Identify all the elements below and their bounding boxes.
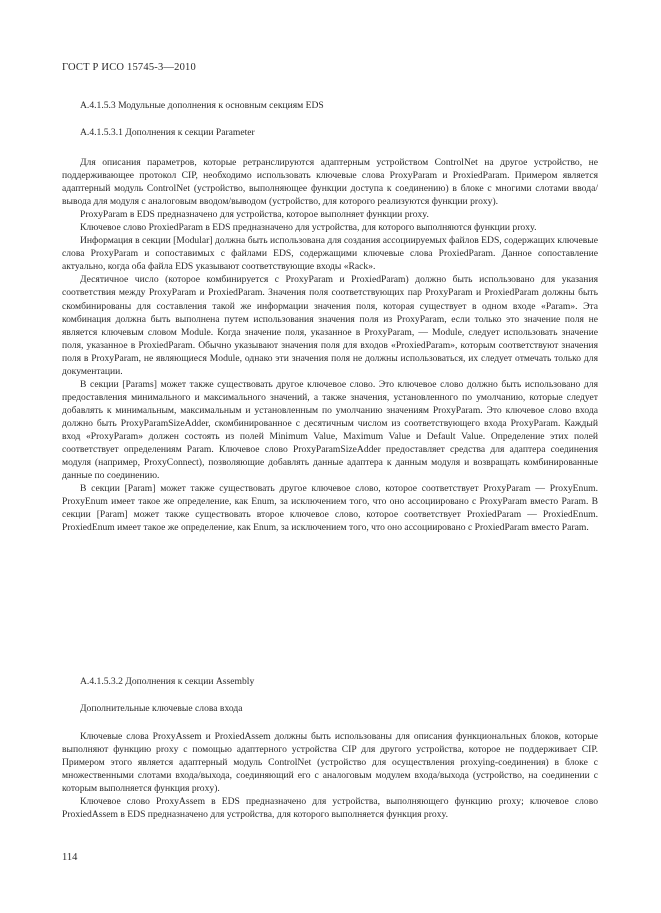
paragraph: В секции [Params] может также существовать другое ключевое слово. Это ключевое слово должно быть использовано для предоставления минимального и максимального значений, а также значения, установленного по умолчанию, которые следует добавлять к минимальным, максимальным и установленным по умолчанию значениям ProxyParam. Это ключевое слово входа должно быть ProxyParamSizeAdder, скомбинированное с десятичным числом из соответствующего входа ProxyParam. Каждый вход «ProxyParam» должен состоять из полей Minimum Value, Maximum Value и Default Value. Определение этих полей соответствует определениям Param. Ключевое слово ProxyParamSizeAdder предоставляет средства для адаптера соединения модуля (например, ProxyConnect), позволяющие добавлять данные адаптера к данным модуля и возвращать комбинированные данные по соединению. [62,378,598,482]
page-number: 114 [62,852,78,863]
paragraph: Информация в секции [Modular] должна быть использована для создания ассоциируемых файлов EDS, содержащих ключевые слова ProxyParam и сопоставимых с файлами EDS, содержащими ключевые слова ProxiedParam. Данное сопоставление актуально, когда оба файла EDS указывают соответствующие входы «Rack». [62,235,598,273]
paragraph: Ключевое слово ProxiedParam в EDS предназначено для устройства, для которого выполняются функции proxy. [80,222,537,234]
subsection-heading-assembly: А.4.1.5.3.2 Дополнения к секции Assembly [80,676,255,687]
parameter-body [62,156,598,534]
document-header: ГОСТ Р ИСО 15745-3—2010 [62,62,196,73]
subsection-heading-parameter: А.4.1.5.3.1 Дополнения к секции Parameter [80,127,255,138]
paragraph: Ключевые слова ProxyAssem и ProxiedAssem должны быть использованы для описания функциональных блоков, которые выполняют функцию proxy с помощью адаптерного устройства CIP для другого устройства, которое не поддерживает CIP. Примером этого является адаптерный модуль ControlNet (устройство для осуществления proxying-соединения) в блоке с множественными слотами входа/выхода, соединяющий его с аналоговым модулем входа/выхода (устройство, на соединении с которым выполняется функция proxy). [62,731,598,795]
paragraph: Десятичное число (которое комбинируется с ProxyParam и ProxiedParam) должно быть использовано для указания соответствия между ProxyParam и ProxiedParam. Значения поля соответствующих пар ProxyParam и ProxiedParam должны быть скомбинированы для составления такой же информации значения поля, которая существует в одном входе «Param». Эта комбинация должна быть выполнена путем использования значения поля из ProxyParam, если только это значение поля не является ключевым словом Module. Когда значение поля, указанное в ProxyParam, — Module, следует использовать значение поля, указанное в ProxiedParam. Обычно указывают значения поля для входов «ProxiedParam», которым соответствуют значения поля в ProxyParam, не являющиеся Module, однако эти значения поля не должны использоваться, их следует отмечать только для документации. [62,274,598,377]
paragraph: Ключевое слово ProxyAssem в EDS предназначено для устройства, выполняющего функцию proxy; ключевое слово ProxiedAssem в EDS предназначено для устройства, для которого выполняется функция proxy. [62,796,598,821]
paragraph: Для описания параметров, которые ретранслируются адаптерным устройством ControlNet на другое устройство, не поддерживающее протокол CIP, необходимо использовать ключевые слова ProxyParam и ProxiedParam. Примером является адаптерный модуль ControlNet (устройство, выполняющее функции доступа к соединению) в блоке с многими слотами ввода/вывода для модуля с аналоговым вводом/выводом (устройство, для которого реализуются функции proxy). [62,157,598,208]
paragraph: ProxyParam в EDS предназначено для устройства, которое выполняет функции proxy. [80,209,429,221]
section-heading-a41531: А.4.1.5.3 Модульные дополнения к основным секциям EDS [80,100,324,111]
assembly-body [62,730,598,821]
paragraph: В секции [Param] может также существовать другое ключевое слово, которое соответствует ProxyParam — ProxyEnum. ProxyEnum имеет такое же определение, как Enum, за исключением того, что оно ассоциировано с ProxyParam вместо Param. В секции [Param] может также существовать второе ключевое слово, которое соответствует ProxiedParam — ProxiedEnum. ProxiedEnum имеет такое же определение, как Enum, за исключением того, что оно ассоциировано с ProxiedParam вместо Param. [62,483,598,534]
subsection-subheading-keywords: Дополнительные ключевые слова входа [80,703,243,714]
